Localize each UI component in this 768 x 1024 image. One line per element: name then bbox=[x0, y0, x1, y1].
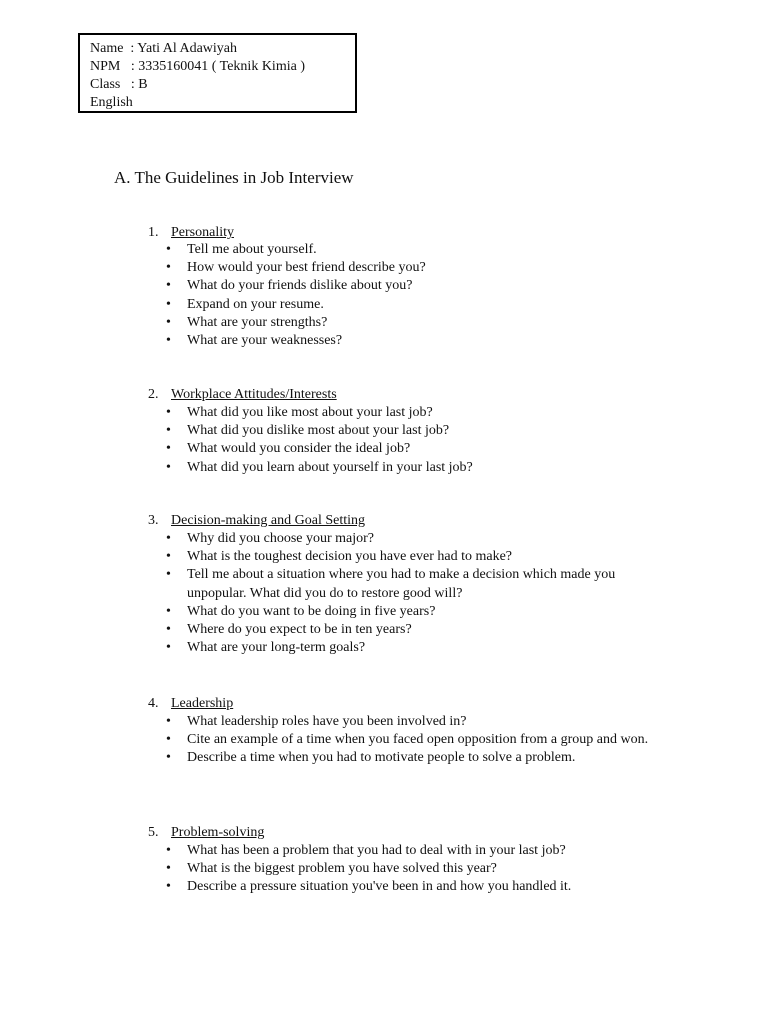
question-list-decision-making bbox=[166, 530, 666, 657]
question-item: • What is the biggest problem you have solved this year? bbox=[166, 860, 666, 878]
question-item: • What would you consider the ideal job? bbox=[166, 440, 666, 458]
question-item: • What are your strengths? bbox=[166, 314, 666, 332]
question-item: • What has been a problem that you had to deal with in your last job? bbox=[166, 842, 666, 860]
question-item: • Describe a pressure situation you've been in and how you handled it. bbox=[166, 878, 666, 896]
question-item: • Cite an example of a time when you faced open opposition from a group and won. bbox=[166, 731, 666, 749]
student-info-box bbox=[78, 33, 357, 113]
question-item: • Tell me about a situation where you had to make a decision which made you unpopular. What did you do to restore good will? bbox=[166, 566, 666, 602]
question-item: • Why did you choose your major? bbox=[166, 530, 666, 548]
question-item: • Expand on your resume. bbox=[166, 296, 666, 314]
question-item: • What is the toughest decision you have ever had to make? bbox=[166, 548, 666, 566]
question-list-leadership bbox=[166, 713, 666, 768]
question-item: • What did you learn about yourself in your last job? bbox=[166, 459, 666, 477]
student-name-row: Name : Yati Al Adawiyah bbox=[90, 41, 237, 56]
section-title-problem-solving bbox=[141, 806, 264, 842]
question-list-personality bbox=[166, 241, 666, 350]
section-label: Problem-solving bbox=[171, 825, 265, 840]
question-item: • What are your weaknesses? bbox=[166, 332, 666, 350]
section-title-personality bbox=[141, 206, 234, 242]
section-number: 1. bbox=[148, 225, 159, 240]
subject-row: English bbox=[90, 95, 133, 110]
question-item: • What leadership roles have you been involved in? bbox=[166, 713, 666, 731]
section-label: Workplace Attitudes/Interests bbox=[171, 387, 337, 402]
question-item: • Where do you expect to be in ten years? bbox=[166, 621, 666, 639]
section-title-workplace-attitudes bbox=[141, 368, 337, 404]
question-item: • What are your long-term goals? bbox=[166, 639, 666, 657]
question-item: • Tell me about yourself. bbox=[166, 241, 666, 259]
page-heading: A. The Guidelines in Job Interview bbox=[114, 168, 354, 187]
question-item: • What do you want to be doing in five years? bbox=[166, 603, 666, 621]
question-item: • What did you dislike most about your last job? bbox=[166, 422, 666, 440]
student-npm-row: NPM : 3335160041 ( Teknik Kimia ) bbox=[90, 59, 305, 74]
section-number: 3. bbox=[148, 513, 159, 528]
question-list-workplace-attitudes bbox=[166, 404, 666, 477]
section-number: 5. bbox=[148, 825, 159, 840]
section-number: 4. bbox=[148, 696, 159, 711]
section-number: 2. bbox=[148, 387, 159, 402]
question-list-problem-solving bbox=[166, 842, 666, 897]
section-title-leadership bbox=[141, 677, 233, 713]
question-item: • What do your friends dislike about you? bbox=[166, 277, 666, 295]
question-item: • Describe a time when you had to motivate people to solve a problem. bbox=[166, 749, 666, 767]
section-label: Leadership bbox=[171, 696, 234, 711]
student-class-row: Class : B bbox=[90, 77, 148, 92]
section-title-decision-making bbox=[141, 494, 365, 530]
question-item: • What did you like most about your last job? bbox=[166, 404, 666, 422]
section-label: Decision-making and Goal Setting bbox=[171, 513, 366, 528]
question-item: • How would your best friend describe you? bbox=[166, 259, 666, 277]
section-label: Personality bbox=[171, 225, 234, 240]
